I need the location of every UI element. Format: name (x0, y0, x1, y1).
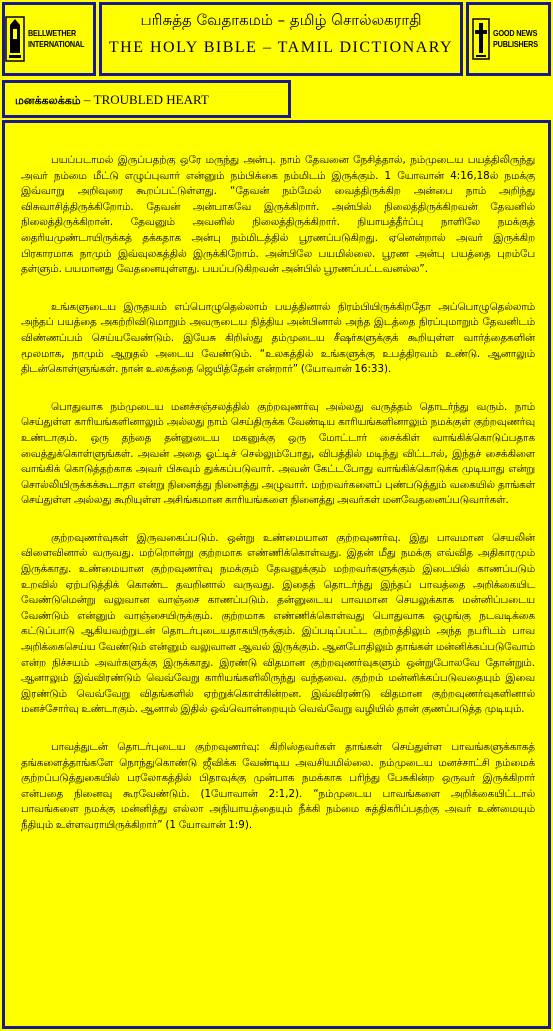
article-body (21, 153, 535, 856)
paragraph: பொதுவாக நம்முடைய மனச்சஞ்சலத்தில் குற்றவுணர்வு அல்லது வருத்தம் தொடர்ந்து வரும். நாம் செய்துள்ள காரியங்களினாலும் அல்லது நாம் செய்திருக்க வேண்டிய காரியங்களினாலும் நமக்குள் குற்றவுணர்வு உண்டாகும். ஒரு தந்தை தன்னுடைய மகனுக்கு ஒரு மோட்டார் சைக்கிள் வாங்கிக்கொடுப்பதாக வைத்துக்கொள்ளுங்கள். அவன் அதை ஓட்டிச் செல்லும்போது, விபத்தில் மடிந்து விட்டால், இந்தச் சைக்கிளை வாங்கிக் கொடுத்தற்காக அவர் பிசுவும் துக்கப்படுவார். அவன் கேட்டபோது வாங்கிக்கொடுக்க முடியாது என்று சொல்லியிருக்கக்கூடாதா என்று நினைத்து நினைத்து அழுவார். மற்றவர்களைப் புண்படுத்தும் வகையில் தாங்கள் செய்துள்ள அல்லது கூறியுள்ள அசிங்கமான காரியங்களை நினைத்து அவர்கள் மனவேதனைப்படுவார்கள். (21, 400, 535, 507)
paragraph: பாவத்துடன் தொடர்புடைய குற்றவுணர்வு: கிறிஸ்தவர்கள் தாங்கள் செய்துள்ள பாவங்களுக்காகத் தங்களைத்தாங்களே நொந்துகொண்டு ஜீவிக்க வேண்டிய அவசியமில்லை. நம்முடைய மனச்சாட்சி நம்மைக் குற்றப்படுத்துகையில் பரலோகத்தில் பிதாவுக்கு முன்பாக நமக்காக பரிந்து பேசுகின்ற ஒருவர் இருக்கிறார் என்பதை நினைவு கூரவேண்டும். (1யோவான் 2:1,2). “நம்முடைய பாவங்களை அறிக்கையிட்டால் பாவங்களை நமக்கு மன்னித்து எல்லா அநியாயத்தையும் நீக்கி நம்மை சுத்திகரிப்பதற்கு அவர் உண்மையும் நீதியும் உள்ளவராயிருக்கிறார்” (1 யோவான் 1:9). (21, 741, 535, 831)
logo-line-1: BELLWETHER (27, 28, 76, 38)
bellwether-logo (5, 5, 93, 73)
entry-heading (5, 83, 288, 109)
paragraph: குற்றவுணர்வுகள் இருவகைப்படும். ஒன்று உண்மையான குற்றவுணர்வு. இது பாவமான செயலின் விளைவினால் வருவது. மற்றொன்று குற்றமாக எண்ணிக்கொள்வது. இதன் மீது நமக்கு எவ்வித அதிகாரமும் இருக்காது. உண்மையான குற்றவுணர்வு நமக்கும் தேவனுக்கும் மற்றவர்களுக்கும் இடையில் காணப்படும் உறவில் ஏற்படுத்திக் கொண்ட தவறினால் வருவது. இதைத் தொடர்ந்து இந்தப் பாவத்தை அறிக்கையிட வேண்டுமென்று வலுவான வாஞ்சை காணப்படும். தன்னுடைய பாவமான செயலுக்காக மன்னிப்படைய வேண்டும் என்னும் வாஞ்சையிருக்கும். குற்றமாக எண்ணிக்கொள்வது பொதுவாக ஒழுங்கு நடவடிக்கை கட்டுப்பாடு ஆகியவற்றுடன் தொடர்புடையதாகயிருக்கும். இப்படிப்பட்ட குற்றத்திலும் அந்த நபரிடம் பாவ அறிக்கைசெய்ய வேண்டும் என்னும் வலுவான ஆவல் இருக்கும். ஆனபோதிலும் தாங்கள் மன்னிக்கப்படுவோம் என்ற நிச்சயம் அவர்களுக்கு இருக்காது. இரண்டு விதமான குற்றவுணர்வுகளும் ஒன்றுபோலவே தோன்றும். ஆனாலும் இவ்விரண்டும் வெவ்வேறு காரியங்களிலிருந்து வந்தவை. குற்றம் மன்னிக்கப்படுவதையும் இவை இரண்டும் வெவ்வேறு விதங்களில் ஏற்றுக்கொள்கின்றன. இவ்விரண்டு விதமான குற்றவுணர்வுகளினால் மனச்சோர்வு உண்டாகும். ஆனால் இதில் ஒவ்வொன்றையும் வெவ்வேறு வழியில் தான் குணப்படுத்த முடியும். (21, 531, 535, 716)
title-tamil: பரிசுத்த வேதாகமம் – தமிழ் சொல்லகராதி (140, 11, 422, 29)
title-box (99, 2, 463, 76)
entry-english: TROUBLED HEART (93, 92, 209, 107)
bellwether-logo-box (2, 2, 96, 76)
paragraph: பயப்படாமல் இருப்பதற்கு ஒரே மருந்து அன்பு. நாம் தேவனை நேசித்தால், நம்முடைய பயத்திலிருந்து அவர் நம்மை மீட்டு எழுப்புவார் என்னும் நம்பிக்கை நம்மிடம் இருக்கும். 1 யோவான் 4:16,18ல் நமக்கு இவ்வாறு அறிவுரை கூறப்பட்டுள்ளது. “தேவன் நம்மேல் வைத்திருக்கிற அன்பை நாம் அறிந்து விசுவாசித்திருக்கிறோம். தேவன் அன்பாகவே இருக்கிறார். அன்பில் நிலைத்திருக்கிறவன் தேவனில் நிலைத்திருக்கிறான். தேவனும் அவனில் நிலைத்திருக்கிறார். நியாயத்தீர்ப்பு நாளிலே நமக்குத் தைரியமுண்டாயிருக்கத் தக்கதாக அன்பு நம்மிடத்தில் பூரணப்படுகிறது. ஏனென்றால் அவர் இருக்கிற பிரகாரமாக நாமும் இவ்வுலகத்தில் இருக்கிறோம். அன்பிலே பயமில்லை. பூரண அன்பு பயத்தை புறம்பே தள்ளும். பயமானது வேதனையுள்ளது. பயப்படுகிறவன் அன்பில் பூரணப்பட்டவனல்ல”. (21, 154, 535, 276)
title-english: THE HOLY BIBLE – TAMIL DICTIONARY (108, 39, 454, 56)
logo-line-1: GOOD NEWS (493, 28, 538, 38)
content-box (2, 120, 551, 1029)
entry-separator: – (80, 92, 94, 107)
logo-line-2: INTERNATIONAL (27, 39, 85, 49)
entry-heading-box (2, 80, 291, 118)
bellwether-logo-icon (4, 15, 26, 63)
entry-tamil: மனக்கலக்கம் (15, 94, 81, 107)
good-news-publishers-logo-icon (471, 17, 491, 61)
good-news-logo (469, 5, 548, 73)
good-news-logo-box (466, 2, 551, 76)
logo-line-2: PUBLISHERS (493, 39, 538, 49)
paragraph: உங்களுடைய இருதயம் எப்பொழுதெல்லாம் பயத்தினால் நிரம்பியிருக்கிறதோ அப்பொழுதெல்லாம் அந்தப் பயத்தை அகற்றிவிடுமாறும் அவருடைய நித்திய அன்பினால் அந்த இடத்தை நிரப்புமாறும் தேவனிடம் விண்ணப்பம் செய்யவேண்டும். இயேசு கிறிஸ்து தம்முடைய சீஷர்களுக்குக் கூறியுள்ள வார்த்தைகளின் மூலமாக, நாமும் ஆறுதல் அடைய வேண்டும். “உலகத்தில் உங்களுக்கு உபத்திரவம் உண்டு. ஆனாலும் திடன்கொள்ளுங்கள். நான் உலகத்தை ஜெயித்தேன் என்றார்” (யோவான் 16:33). (21, 300, 535, 376)
